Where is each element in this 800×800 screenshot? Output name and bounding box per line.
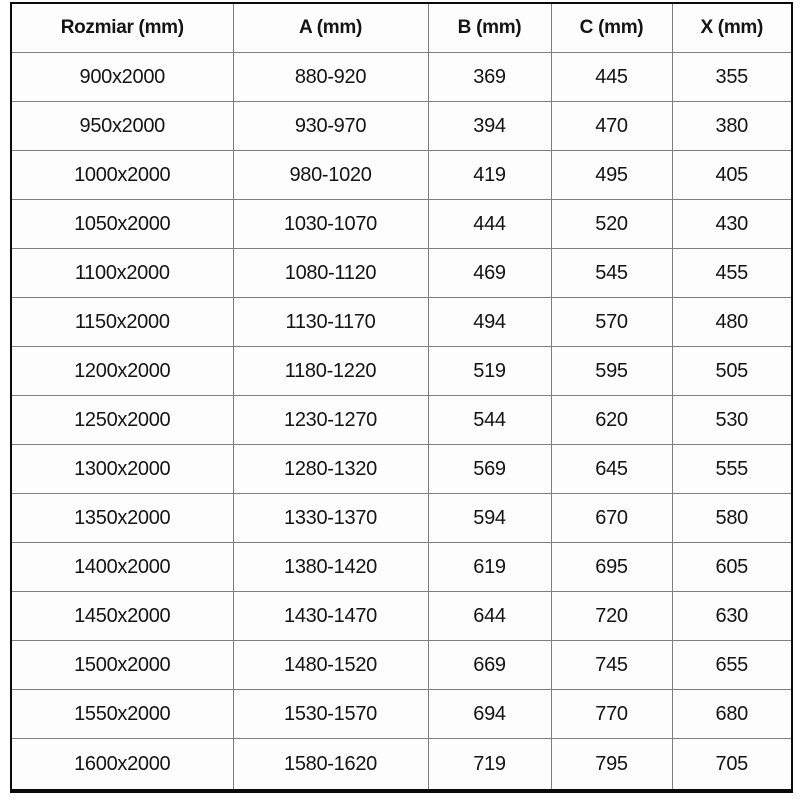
cell: 680 bbox=[672, 690, 792, 739]
cell: 900x2000 bbox=[11, 53, 233, 102]
table-row bbox=[11, 494, 792, 543]
cell: 1430-1470 bbox=[233, 592, 428, 641]
cell: 495 bbox=[551, 151, 672, 200]
table-row bbox=[11, 396, 792, 445]
cell: 369 bbox=[428, 53, 551, 102]
cell: 1380-1420 bbox=[233, 543, 428, 592]
cell: 1450x2000 bbox=[11, 592, 233, 641]
cell: 595 bbox=[551, 347, 672, 396]
cell: 1000x2000 bbox=[11, 151, 233, 200]
table-row bbox=[11, 102, 792, 151]
cell: 695 bbox=[551, 543, 672, 592]
cell: 705 bbox=[672, 739, 792, 791]
cell: 569 bbox=[428, 445, 551, 494]
cell: 645 bbox=[551, 445, 672, 494]
column-header-x: X (mm) bbox=[672, 3, 792, 53]
cell: 670 bbox=[551, 494, 672, 543]
column-header-rozmiar: Rozmiar (mm) bbox=[11, 3, 233, 53]
table-row bbox=[11, 690, 792, 739]
cell: 555 bbox=[672, 445, 792, 494]
cell: 455 bbox=[672, 249, 792, 298]
cell: 570 bbox=[551, 298, 672, 347]
header-row bbox=[11, 3, 792, 53]
table-row bbox=[11, 200, 792, 249]
cell: 795 bbox=[551, 739, 672, 791]
cell: 580 bbox=[672, 494, 792, 543]
cell: 405 bbox=[672, 151, 792, 200]
table-row bbox=[11, 739, 792, 791]
size-table bbox=[10, 2, 793, 793]
cell: 669 bbox=[428, 641, 551, 690]
column-header-b: B (mm) bbox=[428, 3, 551, 53]
cell: 394 bbox=[428, 102, 551, 151]
cell: 445 bbox=[551, 53, 672, 102]
cell: 1530-1570 bbox=[233, 690, 428, 739]
cell: 1130-1170 bbox=[233, 298, 428, 347]
cell: 745 bbox=[551, 641, 672, 690]
cell: 1350x2000 bbox=[11, 494, 233, 543]
cell: 520 bbox=[551, 200, 672, 249]
cell: 719 bbox=[428, 739, 551, 791]
cell: 1180-1220 bbox=[233, 347, 428, 396]
table-row bbox=[11, 445, 792, 494]
cell: 380 bbox=[672, 102, 792, 151]
cell: 1480-1520 bbox=[233, 641, 428, 690]
cell: 1600x2000 bbox=[11, 739, 233, 791]
table-row bbox=[11, 249, 792, 298]
table-row bbox=[11, 543, 792, 592]
column-header-a: A (mm) bbox=[233, 3, 428, 53]
cell: 1080-1120 bbox=[233, 249, 428, 298]
table-row bbox=[11, 298, 792, 347]
cell: 470 bbox=[551, 102, 672, 151]
table-row bbox=[11, 151, 792, 200]
table-body bbox=[11, 53, 792, 792]
size-table-container bbox=[10, 2, 791, 793]
cell: 880-920 bbox=[233, 53, 428, 102]
table-row bbox=[11, 347, 792, 396]
cell: 430 bbox=[672, 200, 792, 249]
table-row bbox=[11, 53, 792, 102]
cell: 720 bbox=[551, 592, 672, 641]
cell: 419 bbox=[428, 151, 551, 200]
cell: 630 bbox=[672, 592, 792, 641]
cell: 1550x2000 bbox=[11, 690, 233, 739]
cell: 494 bbox=[428, 298, 551, 347]
cell: 1400x2000 bbox=[11, 543, 233, 592]
cell: 1330-1370 bbox=[233, 494, 428, 543]
cell: 1030-1070 bbox=[233, 200, 428, 249]
table-row bbox=[11, 592, 792, 641]
cell: 1100x2000 bbox=[11, 249, 233, 298]
cell: 519 bbox=[428, 347, 551, 396]
cell: 1300x2000 bbox=[11, 445, 233, 494]
cell: 355 bbox=[672, 53, 792, 102]
cell: 980-1020 bbox=[233, 151, 428, 200]
cell: 770 bbox=[551, 690, 672, 739]
table-row bbox=[11, 641, 792, 690]
cell: 1150x2000 bbox=[11, 298, 233, 347]
table-header bbox=[11, 3, 792, 53]
cell: 594 bbox=[428, 494, 551, 543]
cell: 1200x2000 bbox=[11, 347, 233, 396]
cell: 930-970 bbox=[233, 102, 428, 151]
cell: 545 bbox=[551, 249, 672, 298]
cell: 1230-1270 bbox=[233, 396, 428, 445]
cell: 469 bbox=[428, 249, 551, 298]
cell: 480 bbox=[672, 298, 792, 347]
cell: 644 bbox=[428, 592, 551, 641]
cell: 694 bbox=[428, 690, 551, 739]
cell: 950x2000 bbox=[11, 102, 233, 151]
cell: 1250x2000 bbox=[11, 396, 233, 445]
cell: 1050x2000 bbox=[11, 200, 233, 249]
cell: 655 bbox=[672, 641, 792, 690]
cell: 1580-1620 bbox=[233, 739, 428, 791]
cell: 444 bbox=[428, 200, 551, 249]
cell: 605 bbox=[672, 543, 792, 592]
cell: 544 bbox=[428, 396, 551, 445]
column-header-c: C (mm) bbox=[551, 3, 672, 53]
cell: 1500x2000 bbox=[11, 641, 233, 690]
cell: 620 bbox=[551, 396, 672, 445]
cell: 1280-1320 bbox=[233, 445, 428, 494]
cell: 505 bbox=[672, 347, 792, 396]
cell: 619 bbox=[428, 543, 551, 592]
cell: 530 bbox=[672, 396, 792, 445]
